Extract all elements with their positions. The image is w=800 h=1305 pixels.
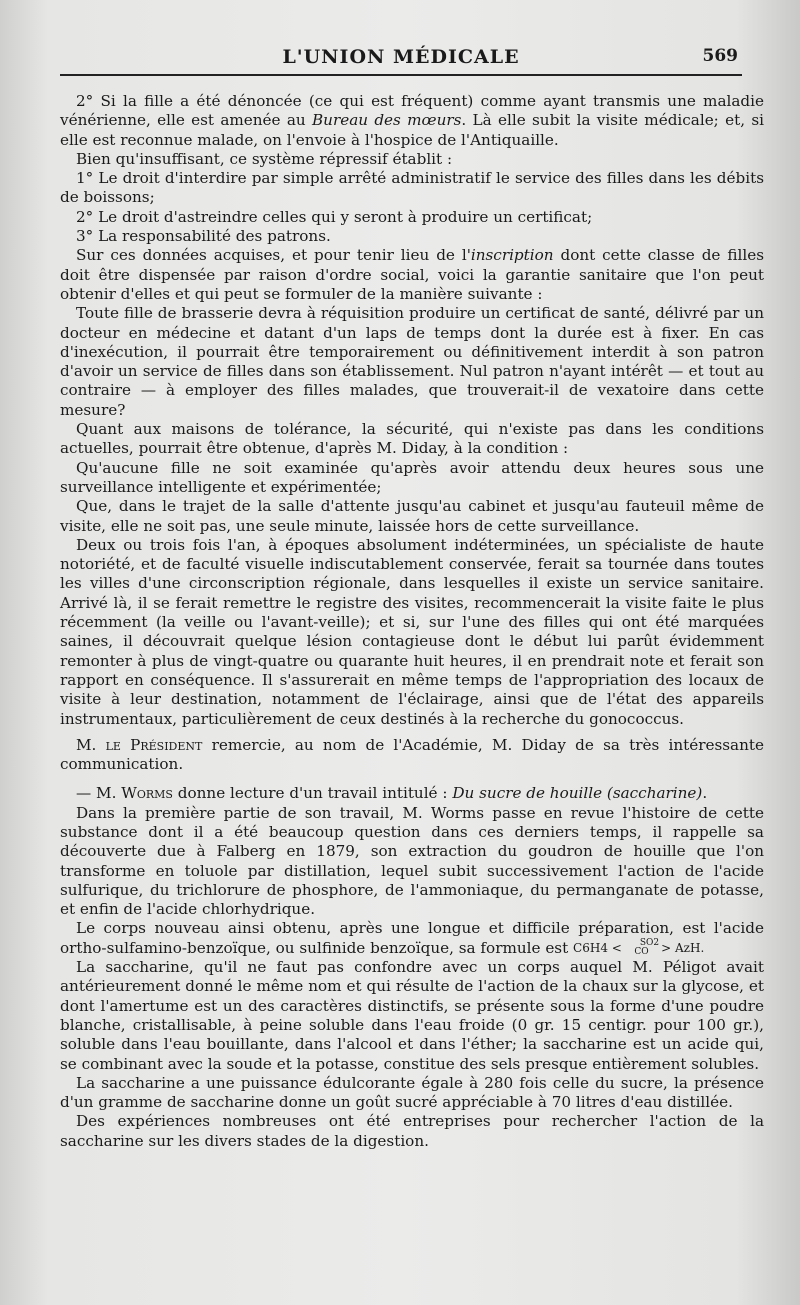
journal-title: L'UNION MÉDICALE [282,46,520,68]
paragraph: 2° Si la fille a été dénoncée (ce qui est fréquent) comme ayant transmis une maladie vénérienne, elle est amenée au Bureau des mœurs. Là elle subit la visite médicale; et, si elle est reconnue malade, on l'envoie à l'hospice de l'Antiquaille. [60,92,764,149]
paragraph: M. le Président remercie, au nom de l'Académie, M. Diday de sa très intéressante communication. [60,735,764,774]
paragraph: Le corps nouveau ainsi obtenu, après une longue et difficile préparation, est l'acide ortho-sulfamino-benzoïque, ou sulfinide benzoïque, sa formule est C6H4 < SO2 CO > AzH. [60,919,764,958]
paragraph: Sur ces données acquises, et pour tenir lieu de l'inscription dont cette classe de filles doit être dispensée par raison d'ordre social, voici la garantie sanitaire que l'on peut obtenir d'elles et qui peut se formuler de la manière suivante : [60,246,764,303]
paragraph: Qu'aucune fille ne soit examinée qu'après avoir attendu deux heures sous une surveillance intelligente et expérimentée; [60,458,764,496]
article-body [60,92,764,1151]
paragraph: La saccharine a une puissance édulcorante égale à 280 fois celle du sucre, la présence d'un gramme de saccharine donne un goût sucré appréciable à 70 litres d'eau distillée. [60,1073,764,1112]
paragraph: Quant aux maisons de tolérance, la sécurité, qui n'existe pas dans les conditions actuelles, pourrait être obtenue, d'après M. Diday, à la condition : [60,420,764,458]
paragraph: Deux ou trois fois l'an, à époques absolument indéterminées, un spécialiste de haute notoriété, et de faculté visuelle indiscutablement conservée, ferait sa tournée dans toutes les villes d'une circonscription régionale, dans lesquelles il existe un service sanitaire. Arrivé là, il se ferait remettre le registre des visites, recommencerait la visite faite le plus récemment (la veille ou l'avant-veille); et si, sur l'une des filles qui ont été marquées saines, il découvrait quelque lésion contagieuse dont le début lui parût évidemment remonter à plus de vingt-quatre ou quarante huit heures, il en prendrait note et ferait son rapport en conséquence. Il s'assurerait en même temps de l'appropriation des locaux de visite à leur destination, notamment de l'éclairage, ainsi que de l'état des appareils instrumentaux, particulièrement de ceux destinés à la recherche du gonococcus. [60,535,764,728]
page-number: 569 [702,46,738,66]
paragraph: — M. Worms donne lecture d'un travail intitulé : Du sucre de houille (saccharine). [76,784,708,803]
paragraph: 3° La responsabilité des patrons. [76,227,331,246]
paragraph: La saccharine, qu'il ne faut pas confondre avec un corps auquel M. Péligot avait antérieurement donné le même nom et qui résulte de l'action de la chaux sur la glycose, et dont l'amertume est un des caractères distinctifs, se présente sous la forme d'une poudre blanche, cristallisable, à peine soluble dans l'eau froide (0 gr. 15 centigr. pour 100 gr.), soluble dans l'eau bouillante, dans l'alcool et dans l'éther; la saccharine est un acide qui, se combinant avec la soude et la potasse, constitue des sels presque entièrement solubles. [60,958,764,1073]
paragraph: 1° Le droit d'interdire par simple arrêté administratif le service des filles dans les débits de boissons; [60,169,764,207]
paragraph: Toute fille de brasserie devra à réquisition produire un certificat de santé, délivré par un docteur en médecine et datant d'un laps de temps dont la durée est à fixer. En cas d'inexécution, il pourrait être temporairement ou définitivement interdit à son patron d'avoir un service de filles dans son établissement. Nul patron n'ayant intérêt — et tout au contraire — à employer des filles malades, que trouverait-il de vexatoire dans cette mesure? [60,304,764,419]
paragraph: 2° Le droit d'astreindre celles qui y seront à produire un certificat; [76,207,593,226]
paragraph: Que, dans le trajet de la salle d'attente jusqu'au cabinet et jusqu'au fauteuil même de visite, elle ne soit pas, une seule minute, laissée hors de cette surveillance. [60,497,764,535]
paragraph: Dans la première partie de son travail, M. Worms passe en revue l'histoire de cette substance dont il a été beaucoup question dans ces derniers temps, il rappelle sa découverte due à Falberg en 1879, son extraction du goudron de houille que l'on transforme en toluole par distillation, lequel subit successivement l'action de l'acide sulfurique, du trichlorure de phosphore, de l'ammoniaque, du permanganate de potasse, et enfin de l'acide chlorhydrique. [60,803,764,919]
running-header [60,40,742,76]
chemical-formula: C6H4 < SO2 CO > AzH. [573,938,705,958]
paragraph: Bien qu'insuffisant, ce système répressif établit : [76,149,453,168]
paragraph: Des expériences nombreuses ont été entreprises pour rechercher l'action de la saccharine sur les divers stades de la digestion. [60,1112,764,1150]
